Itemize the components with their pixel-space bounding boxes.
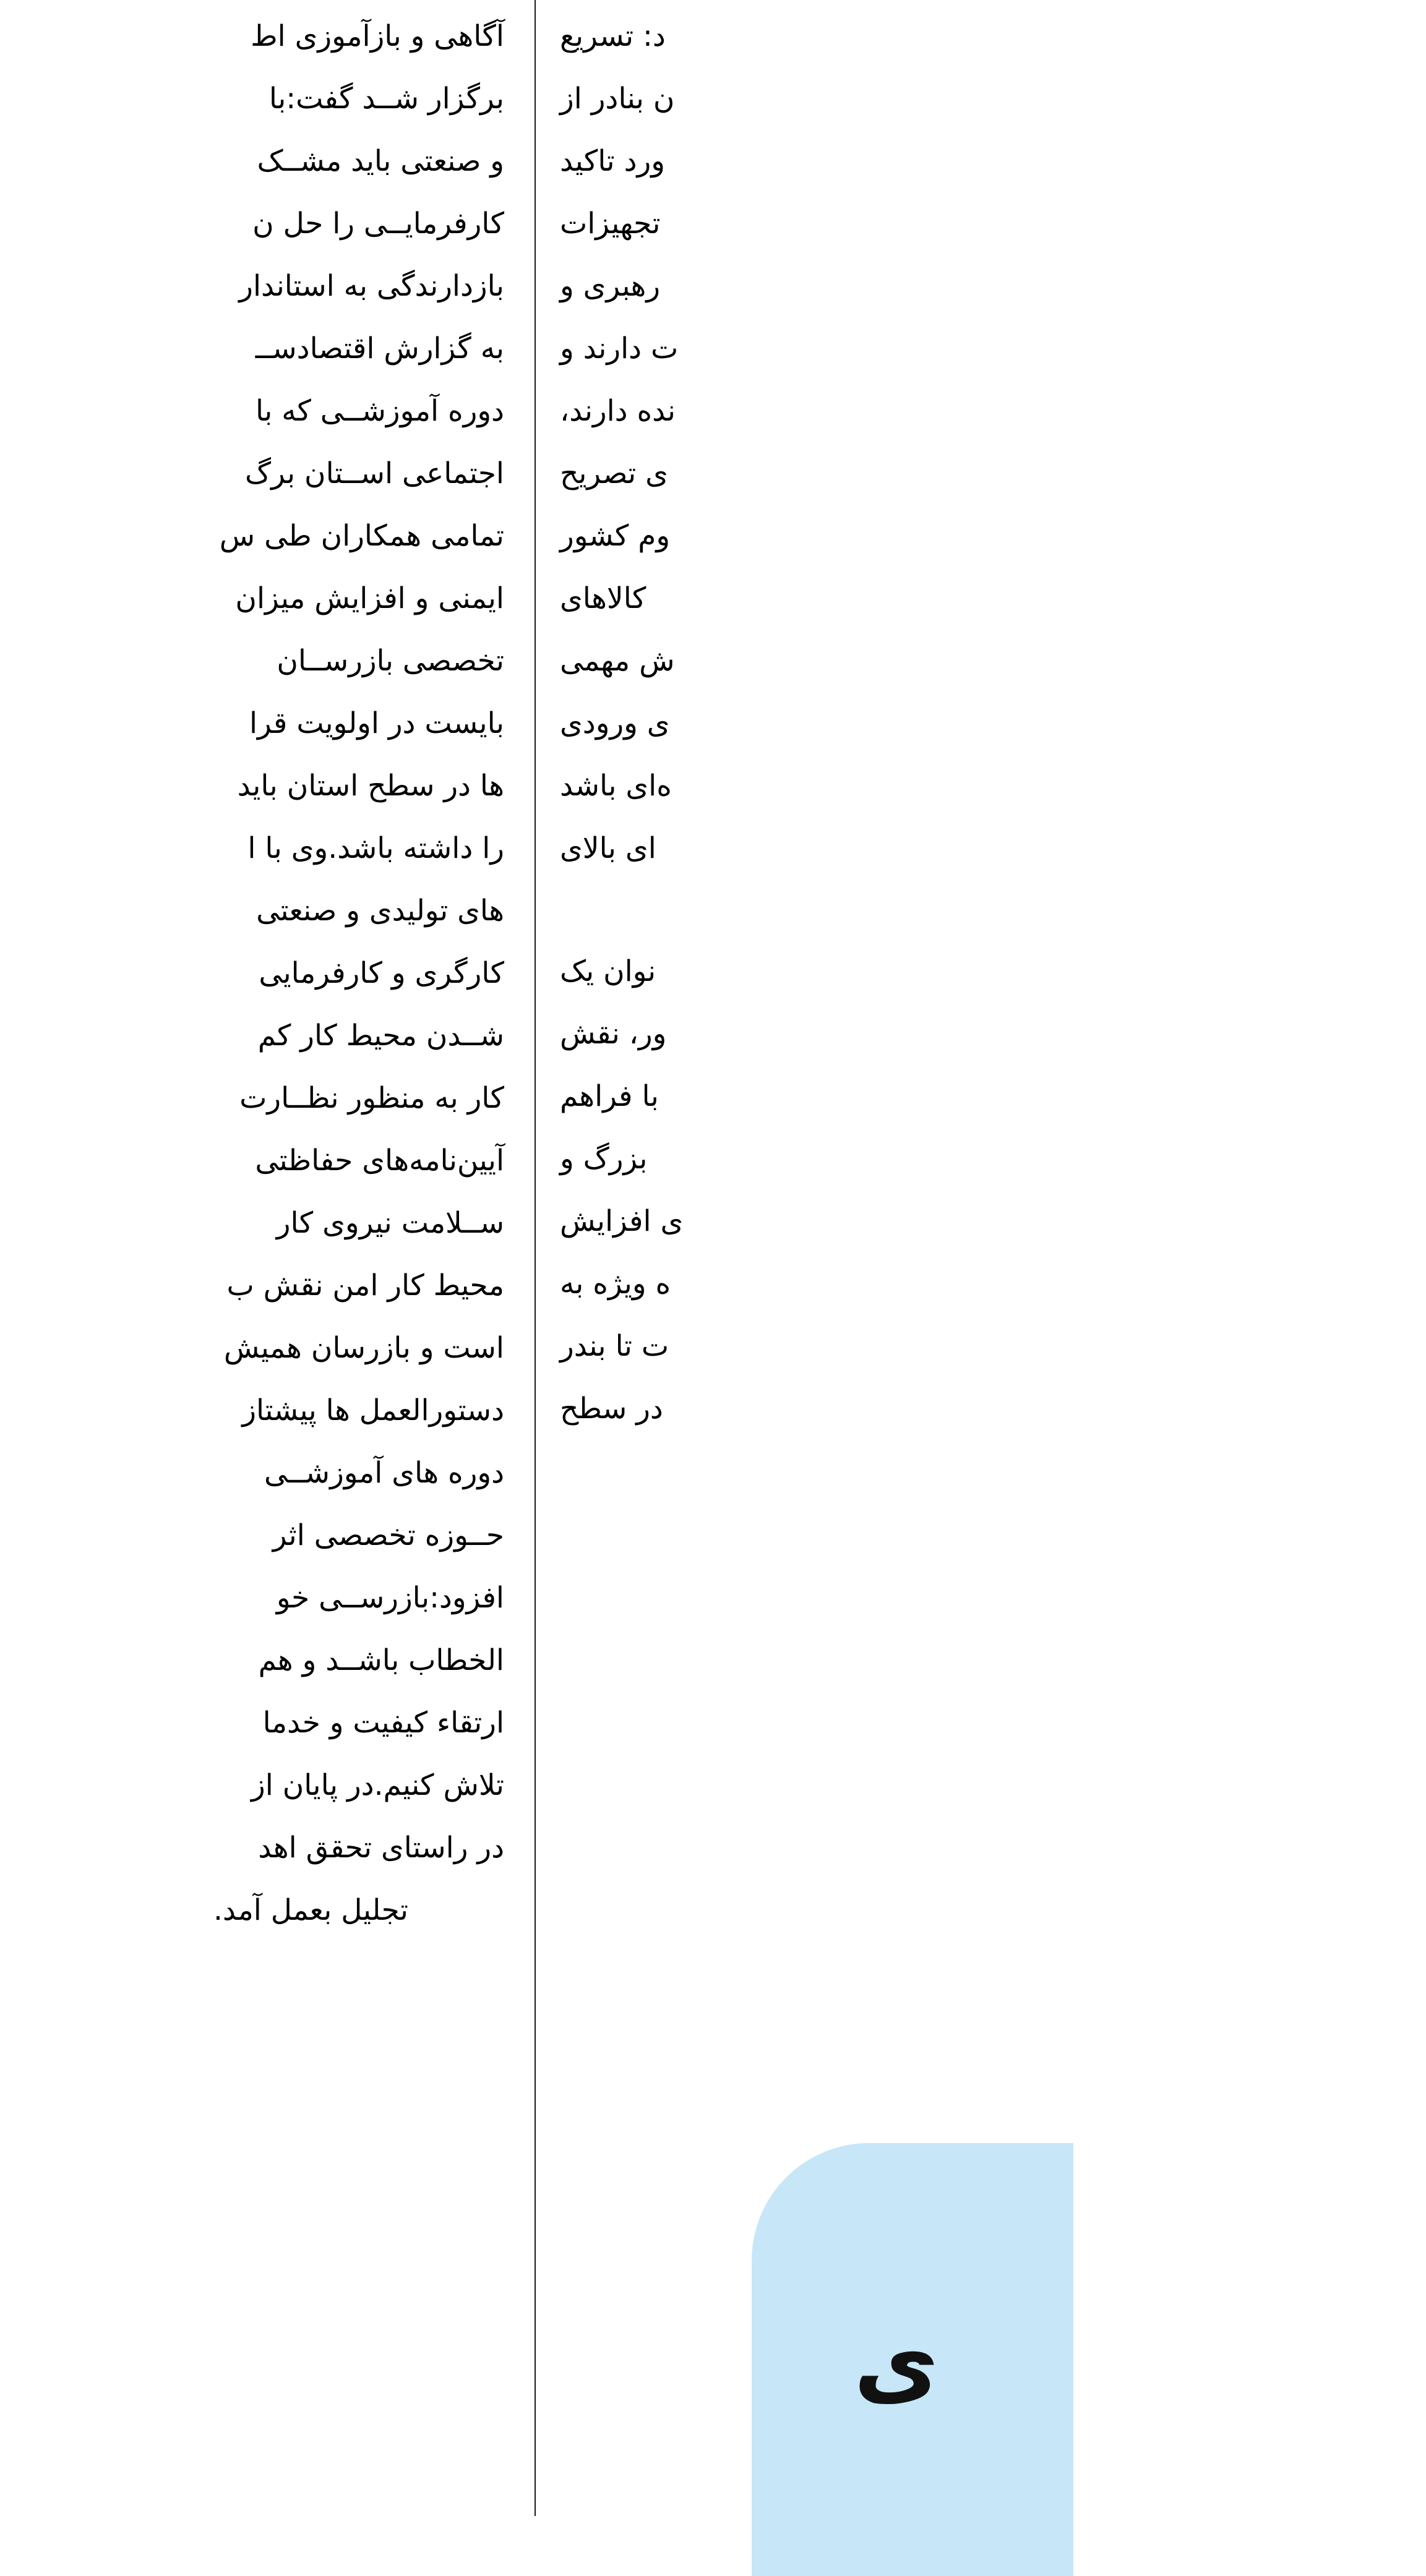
- text-line: ای بالای: [560, 831, 656, 865]
- text-line: در سطح: [560, 1392, 663, 1426]
- paragraph-gap: [560, 879, 1426, 940]
- text-line: به گزارش اقتصادســ: [255, 332, 504, 366]
- text-line: کارگری و کارفرمایی: [259, 956, 504, 990]
- text-line: تلاش کنیم.در پایان از: [251, 1768, 504, 1802]
- text-line: نده دارند،: [560, 394, 676, 428]
- text-line: ت دارند و: [560, 332, 679, 366]
- highlight-box-heading: ی: [854, 2309, 939, 2416]
- text-line: دوره های آموزشــی: [264, 1456, 504, 1490]
- text-line: ت تا بندر: [560, 1329, 669, 1363]
- text-line: و صنعتی باید مشــک: [257, 144, 504, 178]
- text-line: را داشته باشد.وی با ا: [247, 831, 504, 865]
- right-column: [560, 0, 928, 2516]
- text-line: ایمنی و افزایش میزان: [235, 581, 504, 615]
- text-line: بازدارندگی به استاندار: [239, 269, 504, 303]
- text-line: رهبری و: [560, 269, 661, 303]
- text-line: کارفرمایــی را حل ن: [252, 207, 504, 241]
- right-column-text: [560, 5, 1426, 1440]
- text-line: با فراهم: [560, 1079, 659, 1113]
- text-line: دستورالعمل ها پیشتاز: [242, 1393, 504, 1427]
- text-line: های تولیدی و صنعتی: [256, 894, 504, 928]
- text-line: محیط کار امن نقش ب: [226, 1269, 504, 1303]
- text-line: شــدن محیط کار کم: [257, 1019, 504, 1053]
- right-column-paragraph-2: [560, 940, 1426, 1440]
- text-line: کالاهای: [560, 581, 646, 615]
- text-line: ه ویژه به: [560, 1267, 671, 1301]
- text-line: برگزار شــد گفت:با: [268, 82, 504, 116]
- text-line: بزرگ و: [560, 1142, 648, 1176]
- right-column-paragraph-1: [560, 5, 1426, 879]
- text-line: الخطاب باشــد و هم: [258, 1643, 504, 1677]
- column-divider: [535, 0, 536, 2516]
- text-line: ســلامت نیروی کار: [276, 1206, 504, 1240]
- text-line: وم کشور: [560, 519, 671, 553]
- text-line: تمامی همکاران طی س: [219, 519, 504, 553]
- text-line: ارتقاء کیفیت و خدما: [262, 1706, 504, 1740]
- text-line: ن بنادر از: [560, 82, 675, 116]
- text-line: د: تسریع: [560, 19, 666, 53]
- text-line: کار به منظور نظــارت: [239, 1081, 504, 1115]
- text-line: آیین‌نامه‌های حفاظتی: [255, 1144, 504, 1178]
- text-line: ی ورودی: [560, 706, 670, 740]
- text-line: آگاهی و بازآموزی اط: [251, 19, 504, 53]
- text-line: ی افزایش: [560, 1204, 684, 1238]
- text-line: ها در سطح استان باید: [237, 769, 504, 803]
- text-line: بایست در اولویت قرا: [249, 706, 504, 740]
- text-line: ی تصریح: [560, 456, 668, 490]
- text-line: ور، نقش: [560, 1017, 667, 1051]
- text-line: افزود:بازرســی خو: [276, 1581, 504, 1615]
- text-line: نوان یک: [560, 954, 656, 988]
- text-line: دوره آموزشــی که با: [255, 394, 504, 428]
- text-line: تخصصی بازرســان: [277, 644, 504, 678]
- text-line: ش مهمی: [560, 644, 675, 678]
- text-line: حــوزه تخصصی اثر: [272, 1518, 504, 1552]
- text-line: ورد تاکید: [560, 144, 665, 178]
- text-line: ه‌ای باشد: [560, 769, 672, 803]
- text-line: اجتماعی اســتان برگ: [245, 456, 504, 490]
- text-line: تجلیل بعمل آمد.: [213, 1893, 408, 1927]
- left-column-text: [0, 5, 504, 1941]
- text-line: تجهیزات: [560, 207, 661, 241]
- left-column: [0, 0, 517, 2516]
- text-line: است و بازرسان همیش: [223, 1331, 504, 1365]
- text-line: در راستای تحقق اهد: [258, 1831, 504, 1865]
